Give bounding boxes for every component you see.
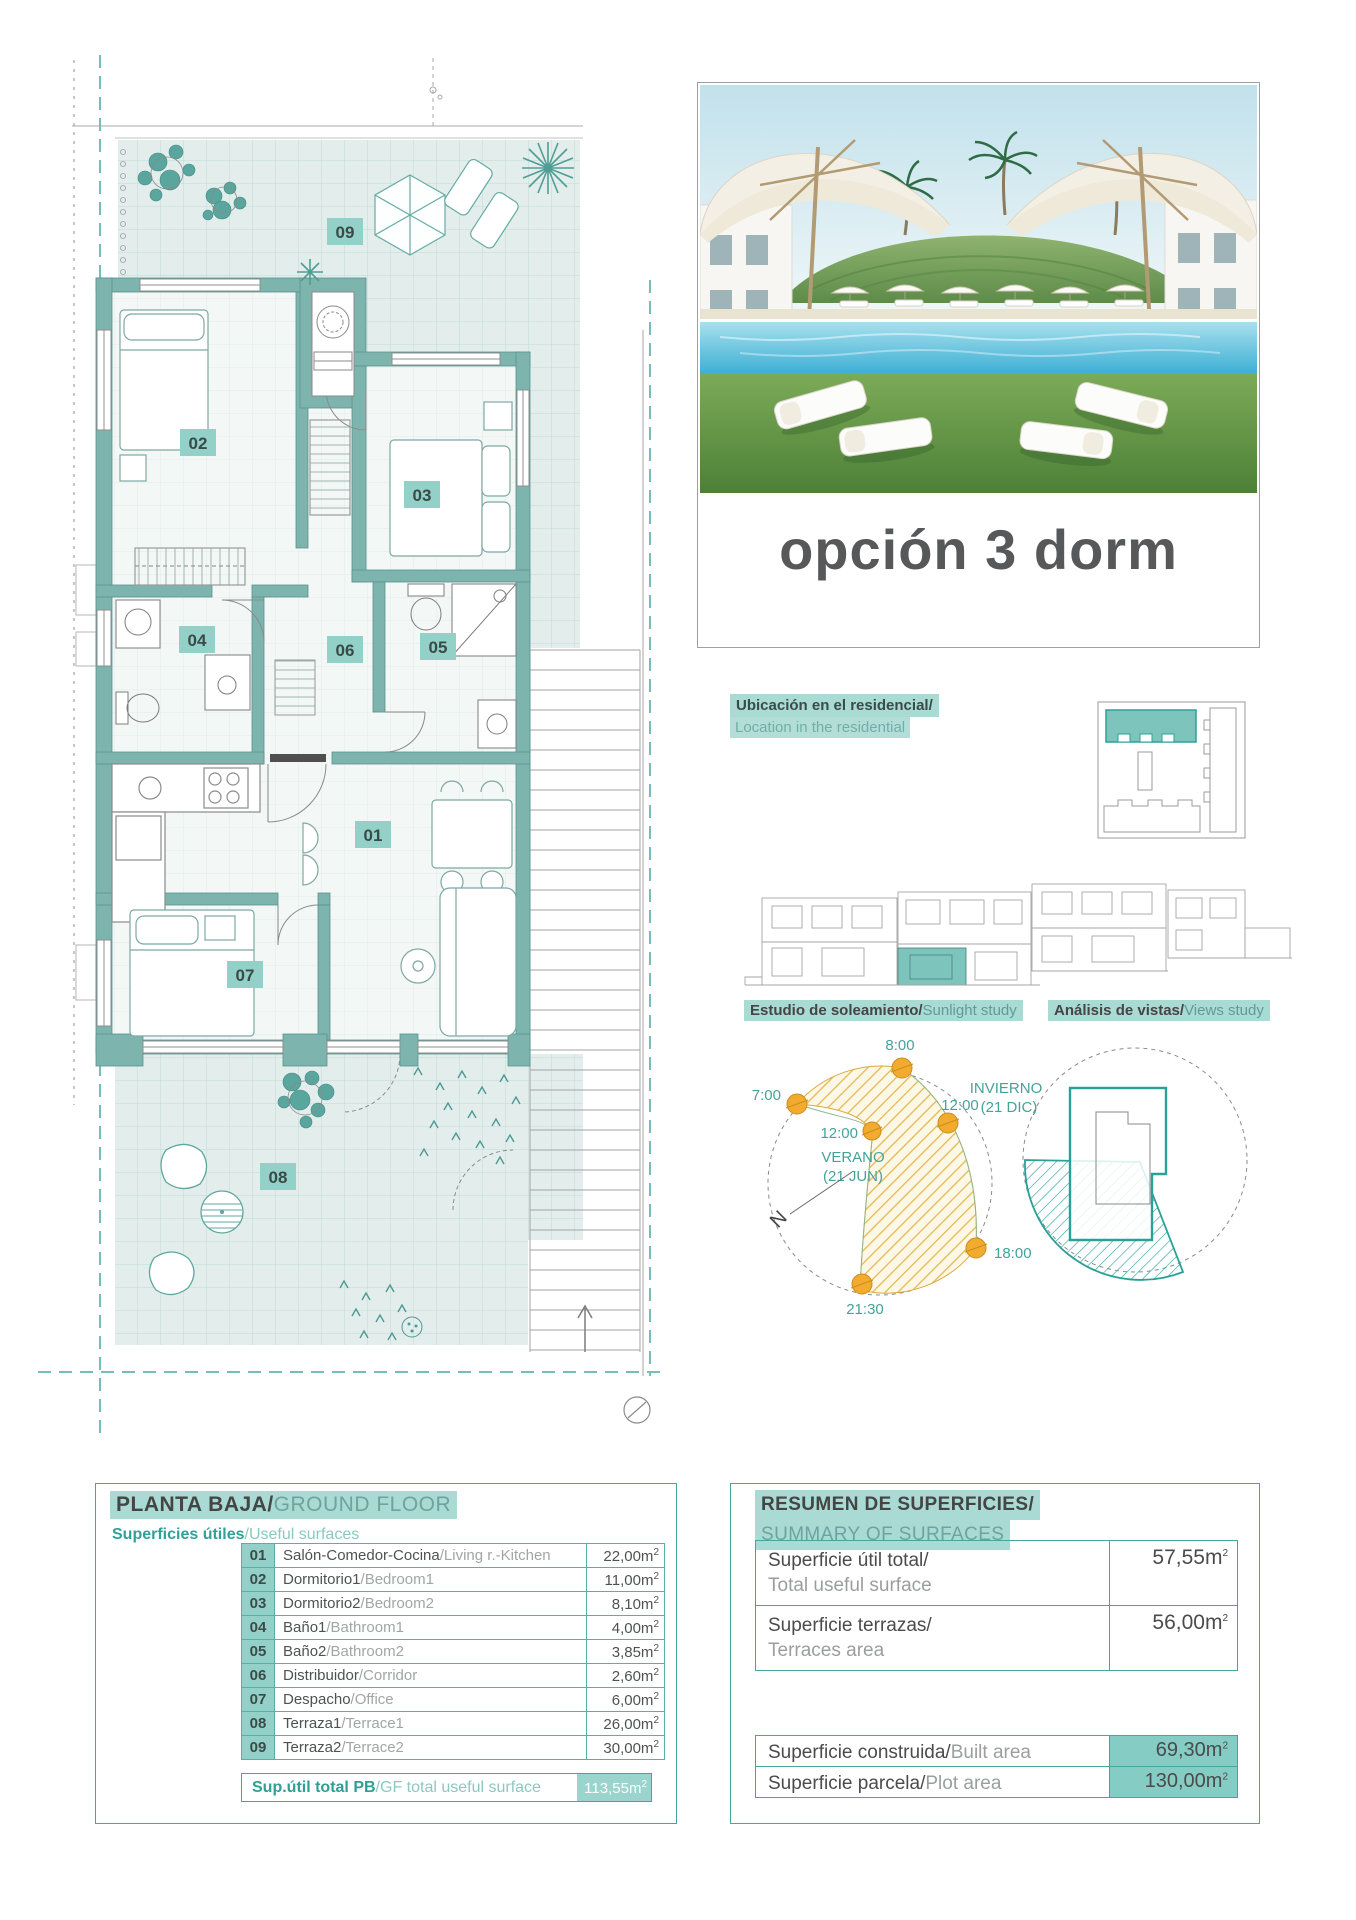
ground-floor-panel <box>95 1483 677 1824</box>
room-chip-label: 07 <box>235 966 255 985</box>
north-compass <box>624 1397 650 1423</box>
surface-row-value: $26,00m^2$ <box>587 1712 665 1736</box>
surface-row-value: $6,00m^2$ <box>587 1688 665 1712</box>
room-chip <box>420 633 456 660</box>
ground-floor-total-label <box>242 1779 577 1797</box>
room-chip <box>227 961 263 988</box>
surface-row-name: Dormitorio1/Bedroom1 <box>275 1568 587 1592</box>
surface-row-name: Baño2/Bathroom2 <box>275 1640 587 1664</box>
surface-row-name: Despacho/Office <box>275 1688 587 1712</box>
ground-floor-total-value: $113,55m^2$ <box>577 1774 651 1801</box>
total-label-en: /GF total useful surface <box>375 1778 541 1796</box>
sun-time-2130: 21:30 <box>846 1301 884 1318</box>
surface-row-value: $30,00m^2$ <box>587 1736 665 1760</box>
surface-row-number: 04 <box>242 1616 275 1640</box>
surface-row <box>242 1568 665 1592</box>
summary-row-value: $57,55m^2$ <box>1109 1541 1237 1605</box>
views-study-label <box>1048 1000 1270 1021</box>
ground-floor-title-es: PLANTA BAJA/ <box>116 1493 274 1516</box>
summary-row <box>755 1766 1238 1798</box>
site-map <box>1098 702 1245 838</box>
sunlight-label-es: Estudio de soleamiento/ <box>750 1002 923 1019</box>
room-chip <box>327 218 363 245</box>
views-label-es: Análisis de vistas/ <box>1054 1002 1185 1019</box>
floor-plan <box>38 55 660 1435</box>
room-chip-label: 02 <box>188 434 208 453</box>
pool-render-image <box>700 85 1257 493</box>
sunlight-label-en: Sunlight study <box>922 1002 1017 1019</box>
location-label-en: Location in the residential <box>730 717 910 738</box>
summary-row <box>755 1735 1238 1767</box>
useful-surfaces-subtitle-en: /Useful surfaces <box>244 1526 360 1543</box>
summary-row <box>755 1605 1238 1671</box>
room-chip-label: 06 <box>335 641 355 660</box>
room-chip-label: 01 <box>363 826 383 845</box>
summary-row-label: Superficie construida/Built area <box>768 1742 1031 1763</box>
summary-row-value: $69,30m^2$ <box>1109 1736 1237 1766</box>
room-chip <box>404 481 440 508</box>
surface-row-name: Terraza1/Terrace1 <box>275 1712 587 1736</box>
surface-row-value: $4,00m^2$ <box>587 1616 665 1640</box>
room-chip <box>355 821 391 848</box>
room-chip-label: 05 <box>428 638 448 657</box>
sun-time-1200-winter: 12:00 <box>941 1097 979 1114</box>
ground-floor-total-row <box>241 1773 652 1802</box>
surface-row-name: Distribuidor/Corridor <box>275 1664 587 1688</box>
views-label-en: Views study <box>1184 1002 1264 1019</box>
surface-row-value: $22,00m^2$ <box>587 1544 665 1568</box>
surface-row <box>242 1616 665 1640</box>
surface-row-number: 09 <box>242 1736 275 1760</box>
surface-row-number: 02 <box>242 1568 275 1592</box>
surface-row-number: 05 <box>242 1640 275 1664</box>
room-chip <box>180 429 216 456</box>
ground-floor-title <box>110 1491 457 1519</box>
surface-row-number: 03 <box>242 1592 275 1616</box>
surface-row-number: 07 <box>242 1688 275 1712</box>
surface-row-number: 06 <box>242 1664 275 1688</box>
summary-row-label: Superficie útil total/ Total useful surface <box>768 1550 932 1596</box>
surface-row <box>242 1544 665 1568</box>
surface-row <box>242 1688 665 1712</box>
staircase <box>530 650 640 1352</box>
sun-time-1200-summer: 12:00 <box>820 1125 858 1142</box>
surface-row <box>242 1664 665 1688</box>
option-title: opción 3 dorm <box>779 518 1178 581</box>
sun-time-0800: 8:00 <box>885 1037 915 1054</box>
surface-row <box>242 1592 665 1616</box>
useful-surfaces-table <box>241 1543 665 1760</box>
surface-row-value: $8,10m^2$ <box>587 1592 665 1616</box>
surface-row <box>242 1712 665 1736</box>
summer-label: VERANO <box>821 1149 885 1166</box>
summary-row <box>755 1540 1238 1606</box>
surface-row-value: $11,00m^2$ <box>587 1568 665 1592</box>
summary-title-line2: SUMMARY OF SURFACES <box>755 1520 1010 1550</box>
location-label-es: Ubicación en el residencial/ <box>730 694 939 717</box>
views-diagram <box>1023 1048 1247 1280</box>
surface-row-number: 01 <box>242 1544 275 1568</box>
location-label <box>730 694 939 738</box>
room-chip-label: 08 <box>268 1168 288 1187</box>
sunlight-diagram <box>752 1037 1042 1318</box>
summary-row-value: $56,00m^2$ <box>1109 1606 1237 1670</box>
room-chip <box>327 636 363 663</box>
surface-row <box>242 1736 665 1760</box>
sun-time-0700: 7:00 <box>751 1087 781 1104</box>
laundry-nook <box>312 292 354 396</box>
north-label: N <box>765 1206 792 1233</box>
corridor-closet <box>275 660 315 715</box>
summary-row-label: Superficie parcela/Plot area <box>768 1773 1002 1794</box>
useful-surfaces-subtitle-es: Superficies útiles <box>112 1526 245 1543</box>
summary-upper-table <box>755 1541 1238 1671</box>
room-chip-label: 04 <box>187 631 207 650</box>
ground-floor-title-en: GROUND FLOOR <box>273 1493 452 1516</box>
elevation-drawing <box>745 884 1292 985</box>
winter-date-label: (21 DIC) <box>980 1099 1038 1116</box>
summary-row-label: Superficie terrazas/ Terraces area <box>768 1615 932 1661</box>
unit-outline <box>1070 1088 1166 1240</box>
useful-surfaces-subtitle <box>112 1526 359 1544</box>
surface-row-name: Terraza2/Terrace2 <box>275 1736 587 1760</box>
surface-row-value: $3,85m^2$ <box>587 1640 665 1664</box>
room-chip <box>179 626 215 653</box>
room-chip-label: 09 <box>335 223 355 242</box>
surface-row-name: Baño1/Bathroom1 <box>275 1616 587 1640</box>
useful-surfaces-table-body <box>242 1544 665 1760</box>
surface-row <box>242 1640 665 1664</box>
room-chip-label: 03 <box>412 486 432 505</box>
surface-row-value: $2,60m^2$ <box>587 1664 665 1688</box>
surface-row-number: 08 <box>242 1712 275 1736</box>
summary-title-line1: RESUMEN DE SUPERFICIES/ <box>755 1490 1040 1520</box>
sunlight-study-label <box>744 1000 1023 1021</box>
render-photo-card <box>697 82 1260 648</box>
winter-label: INVIERNO <box>969 1080 1043 1097</box>
summary-lower-table <box>755 1736 1238 1798</box>
room-chip <box>260 1163 296 1190</box>
surface-row-name: Salón-Comedor-Cocina/Living r.-Kitchen <box>275 1544 587 1568</box>
sun-time-1800: 18:00 <box>994 1245 1032 1262</box>
summer-date-label: (21 JUN) <box>822 1168 884 1185</box>
summary-row-value: $130,00m^2$ <box>1109 1767 1237 1797</box>
summary-panel <box>730 1483 1260 1824</box>
surface-row-name: Dormitorio2/Bedroom2 <box>275 1592 587 1616</box>
total-label-es: Sup.útil total PB <box>252 1778 376 1796</box>
